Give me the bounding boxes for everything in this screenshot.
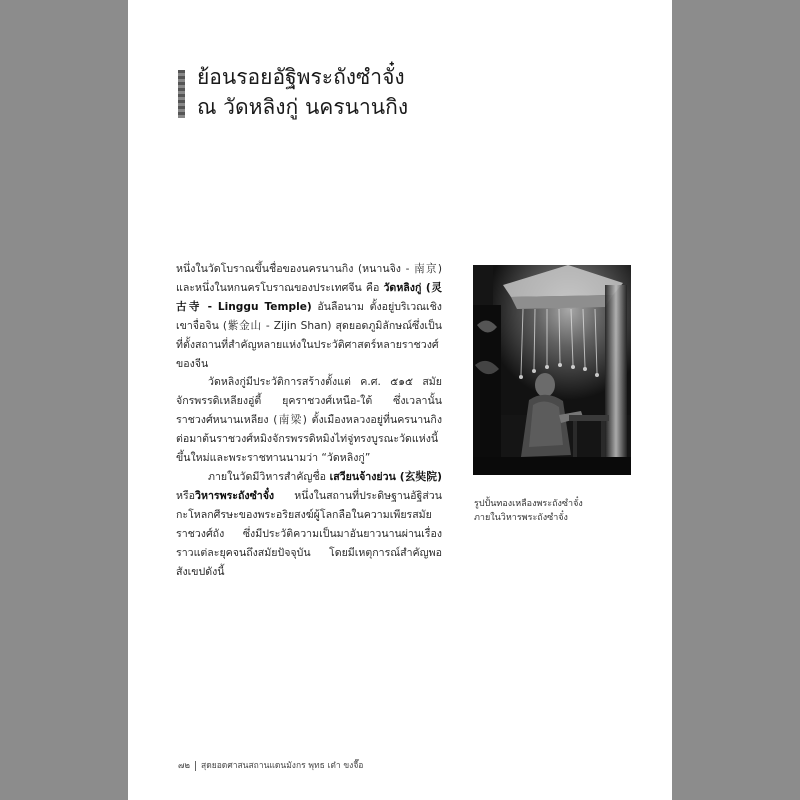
paragraph-3-text-b: หรือ [176, 489, 196, 502]
page-footer [178, 758, 363, 772]
footer-divider [195, 761, 196, 771]
book-title: สุดยอดศาสนสถานแดนมังกร พุทธ เต๋า ขงจื๊อ [201, 761, 364, 771]
paragraph-3-text-c: หนึ่งในสถานที่ประดิษฐานอัฐิส่วนกะโหลกศีรษะของพระอริยสงฆ์ผู้โลกลือในความเพียรสมัยราชวงศ์ถัง ซึ่งมีประวัติความเป็นมาอันยาวนานผ่านเรื่องราวแต่ละยุคจนถึงสมัยปัจจุบัน โดยมีเหตุการณ์สำคัญพอสังเขปดังนี้ [176, 489, 442, 578]
paragraph-2: วัดหลิงกู่มีประวัติการสร้างตั้งแต่ ค.ศ. ๕๑๕ สมัยจักรพรรดิเหลียงอู่ตี้ ยุคราชวงศ์เหนือ-ใต้ ซึ่งเวลานั้นราชวงศ์หนานเหลียง (南梁) ตั้งเมืองหลวงอยู่ที่นครนานกิง ต่อมาต้นราชวงศ์หมิงจักรพรรดิหมิงไท่จู่ทรงบูรณะวัดแห่งนี้ขึ้นใหม่และพระราชทานนามว่า “วัดหลิงกู่” [176, 376, 442, 465]
hall-name-bold: เสวียนจ้างย่วน (玄奘院) [329, 470, 442, 483]
caption-line-1: รูปปั้นทองเหลืองพระถังซำจั๋ง [474, 499, 583, 509]
paragraph-1-text-b: อันลือนาม ตั้งอยู่บริเวณเชิงเขาจื่อจิน (紫金山 - Zijin Shan) สุดยอดภูมิลักษณ์ซึ่งเป็นที่ตั้งสถานที่สำคัญหลายแห่งในประวัติศาสตร์หลายราชวงศ์ของจีน [176, 300, 442, 370]
page-title [197, 62, 408, 122]
paragraph-1-text-a: หนึ่งในวัดโบราณขึ้นชื่อของนครนานกิง (หนานจิง - 南京) และหนึ่งในหกนครโบราณของประเทศจีน คือ [176, 263, 442, 294]
caption-line-2: ภายในวิหารพระถังซำจั๋ง [474, 513, 568, 523]
paragraph-3-text-a: ภายในวัดมีวิหารสำคัญชื่อ [208, 470, 330, 483]
paragraph-1 [176, 260, 442, 373]
title-accent-bar [178, 70, 185, 118]
photo-caption [474, 497, 644, 525]
body-text [176, 260, 442, 581]
hall-thai-name-bold: วิหารพระถังซำจั๋ง [195, 489, 275, 502]
temple-name-bold: วัดหลิงกู่ (灵古寺 - Linggu Temple) [176, 281, 443, 313]
title-line-2: ณ วัดหลิงกู่ นครนานกิง [197, 95, 409, 119]
title-line-1: ย้อนรอยอัฐิพระถังซำจั๋ง [197, 65, 405, 89]
page-number: ๗๒ [178, 761, 190, 771]
brass-statue-photo [473, 265, 631, 475]
paragraph-3 [176, 468, 442, 581]
